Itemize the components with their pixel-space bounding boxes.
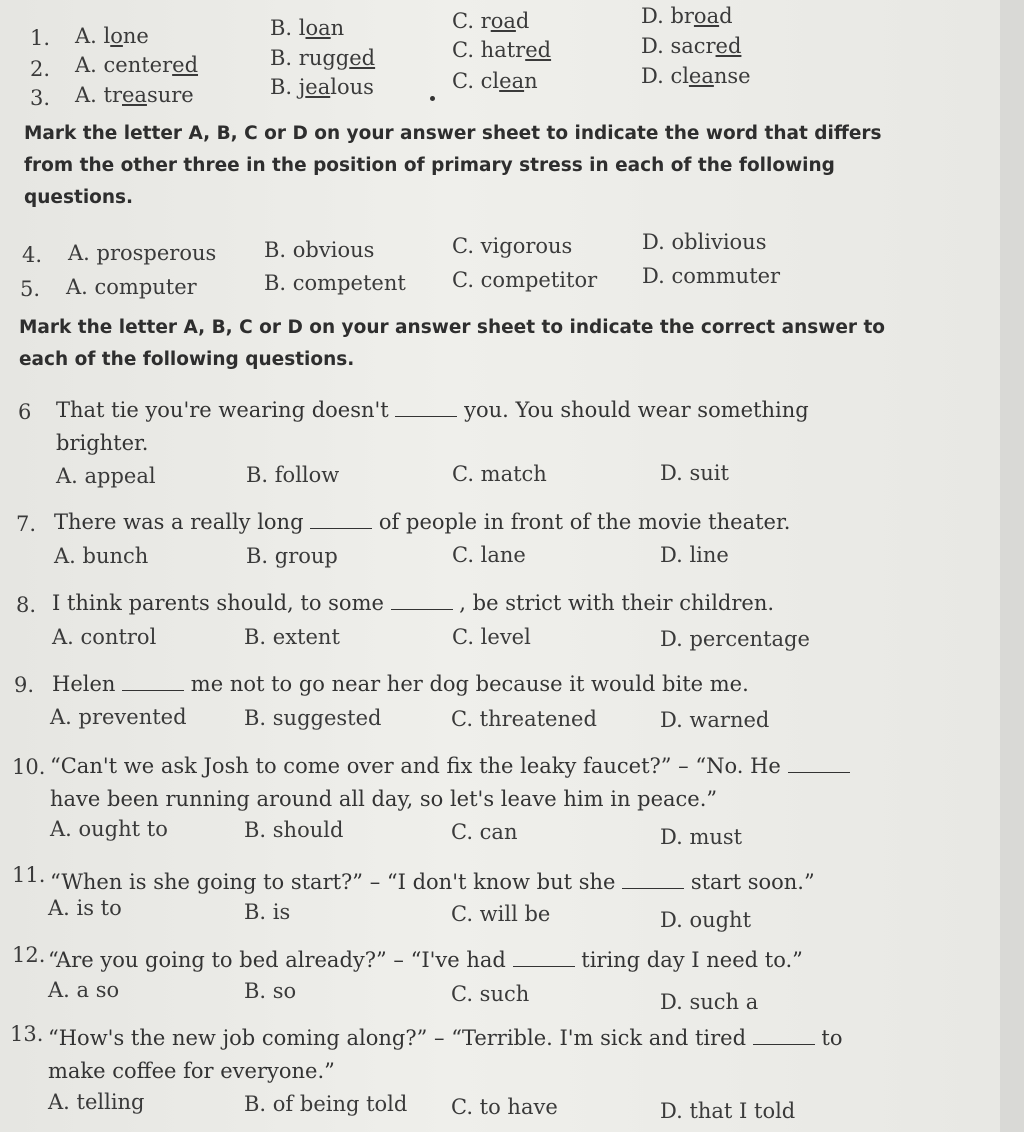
option-b: B. obvious <box>264 238 375 262</box>
stem-before-blank: “How's the new job coming along?” – “Terrible. I'm sick and tired <box>48 1026 747 1050</box>
question-number: 9. <box>14 673 35 697</box>
option-a: A. ought to <box>50 817 168 841</box>
option-c: C. level <box>452 625 531 649</box>
question-stem <box>56 394 856 460</box>
answer-blank <box>622 872 684 889</box>
option-b: B. follow <box>246 463 340 487</box>
question-stem <box>52 668 932 701</box>
question-stem <box>52 587 912 620</box>
question-number: 12. <box>12 943 46 967</box>
option-c: C. clean <box>452 69 538 93</box>
option-a: A. a so <box>48 978 120 1002</box>
answer-blank <box>310 512 372 529</box>
option-a: A. prosperous <box>68 241 217 265</box>
option-c: C. vigorous <box>452 234 573 258</box>
instruction-correct-answer: Mark the letter A, B, C or D on your answer sheet to indicate the correct answer to each of the following questions. <box>19 317 886 370</box>
option-a: A. lone <box>75 24 149 48</box>
option-a: A. treasure <box>75 83 194 107</box>
answer-blank <box>391 593 453 610</box>
option-d: D. warned <box>660 708 770 732</box>
question-stem <box>48 944 928 977</box>
option-a: A. appeal <box>56 464 156 488</box>
option-d: D. percentage <box>660 627 810 651</box>
option-d: D. suit <box>660 461 729 485</box>
option-c: C. such <box>451 982 530 1006</box>
option-c: C. road <box>452 9 530 33</box>
option-a: A. centered <box>75 53 199 77</box>
stem-after-blank: to make coffee for everyone.” <box>48 1026 843 1083</box>
question-number: 5. <box>20 277 41 301</box>
answer-blank <box>513 950 575 967</box>
question-number: 3. <box>30 86 51 110</box>
option-d: D. ought <box>660 908 752 932</box>
answer-blank <box>122 674 184 691</box>
stem-before-blank: “Are you going to bed already?” – “I've had <box>48 948 506 972</box>
option-c: C. competitor <box>452 268 598 292</box>
question-number: 1. <box>30 26 51 50</box>
option-a: A. computer <box>66 275 197 299</box>
option-c: C. can <box>451 820 518 844</box>
question-stem <box>54 506 914 539</box>
stray-dot <box>430 96 435 101</box>
option-d: D. cleanse <box>641 64 751 88</box>
stem-before-blank: “When is she going to start?” – “I don't know but she <box>50 870 616 894</box>
option-d: D. must <box>660 825 743 849</box>
option-a: A. telling <box>48 1090 145 1114</box>
stem-after-blank: you. You should wear something brighter. <box>56 398 809 455</box>
question-number: 10. <box>12 755 46 779</box>
option-c: C. lane <box>452 543 526 567</box>
question-number: 8. <box>16 593 37 617</box>
question-number: 4. <box>22 243 43 267</box>
instruction-stress: Mark the letter A, B, C or D on your answer sheet to indicate the word that differs from the other three in the position of primary stress in each of the following questions. <box>24 123 882 208</box>
option-b: B. jealous <box>270 75 374 99</box>
answer-blank <box>395 400 457 417</box>
stem-before-blank: Helen <box>52 672 116 696</box>
question-number: 13. <box>10 1022 44 1046</box>
option-b: B. rugged <box>270 46 376 70</box>
option-a: A. control <box>52 625 157 649</box>
answer-blank <box>753 1028 815 1045</box>
stem-before-blank: That tie you're wearing doesn't <box>56 398 389 422</box>
stem-after-blank: start soon.” <box>690 870 815 894</box>
option-d: D. line <box>660 543 729 567</box>
option-c: C. hatred <box>452 38 552 62</box>
question-number: 2. <box>30 57 51 81</box>
option-c: C. threatened <box>451 707 597 731</box>
stem-before-blank: “Can't we ask Josh to come over and fix the leaky faucet?” – “No. He <box>50 754 781 778</box>
option-d: D. oblivious <box>642 230 767 254</box>
option-b: B. suggested <box>244 706 382 730</box>
option-b: B. extent <box>244 625 340 649</box>
question-number: 7. <box>16 512 37 536</box>
option-c: C. match <box>452 462 547 486</box>
option-b: B. is <box>244 900 291 924</box>
option-a: A. prevented <box>50 705 187 729</box>
option-d: D. broad <box>641 4 733 28</box>
stem-after-blank: tiring day I need to.” <box>581 948 803 972</box>
option-b: B. loan <box>270 16 345 40</box>
option-d: D. commuter <box>642 264 781 288</box>
option-d: D. such a <box>660 990 759 1014</box>
question-number: 11. <box>12 863 46 887</box>
question-number: 6 <box>18 400 32 424</box>
option-b: B. so <box>244 979 297 1003</box>
question-stem <box>48 1022 878 1088</box>
option-d: D. that I told <box>660 1099 796 1123</box>
stem-before-blank: There was a really long <box>54 510 304 534</box>
option-a: A. bunch <box>54 544 149 568</box>
option-d: D. sacred <box>641 34 742 58</box>
answer-blank <box>788 756 850 773</box>
stem-after-blank: me not to go near her dog because it would bite me. <box>190 672 749 696</box>
option-c: C. will be <box>451 902 551 926</box>
option-a: A. is to <box>48 896 122 920</box>
question-stem <box>50 750 870 816</box>
stem-after-blank: , be strict with their children. <box>459 591 775 615</box>
stem-before-blank: I think parents should, to some <box>52 591 384 615</box>
option-c: C. to have <box>451 1095 558 1119</box>
option-b: B. group <box>246 544 338 568</box>
stem-after-blank: have been running around all day, so let's leave him in peace.” <box>50 787 718 811</box>
option-b: B. should <box>244 818 344 842</box>
option-b: B. of being told <box>244 1092 408 1116</box>
stem-after-blank: of people in front of the movie theater. <box>378 510 791 534</box>
option-b: B. competent <box>264 271 406 295</box>
question-stem <box>50 866 930 899</box>
